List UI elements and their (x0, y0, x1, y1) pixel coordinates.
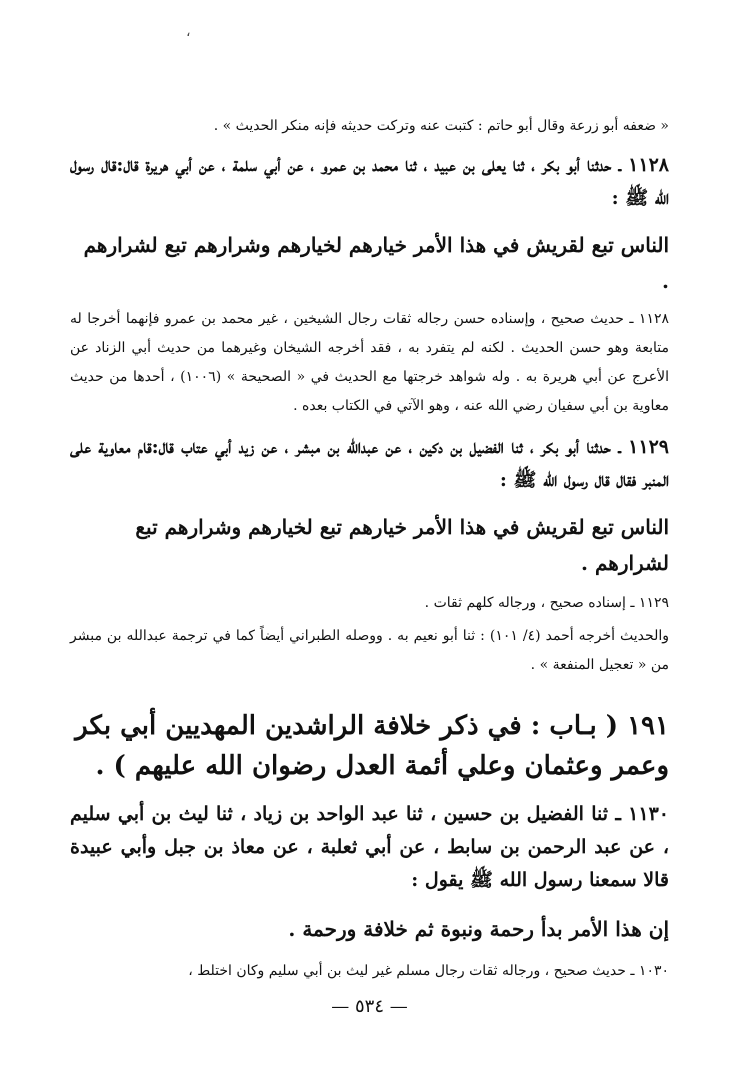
footnote-text: « ضعفه أبو زرعة وقال أبو حاتم : كتبت عنه وتركت حديثه فإنه منكر الحديث » . (213, 118, 669, 134)
hadith-matn: الناس تبع لقريش في هذا الأمر خيارهم لخيارهم وشرارهم تبع لشرارهم . (83, 233, 669, 293)
hadith-commentary: والحديث أخرجه أحمد (٤/ ١٠١) : ثنا أبو نعيم به . ووصله الطبراني أيضاً كما في ترجمة عبدالله بن مبشر من « تعجيل المنفعة » . (70, 628, 669, 673)
hadith-isnad: ١١٣٠ ـ ثنا الفضيل بن حسين ، ثنا عبد الواحد بن زياد ، ثنا ليث بن أبي سليم ، عن عبد الرحمن بن سابط ، عن أبي ثعلبة ، عن معاذ بن جبل وأبي عبيدة قالا سمعنا رسول الله ﷺ يقول : (70, 803, 669, 891)
hadith-commentary: ١١٢٨ ـ حديث صحيح ، وإسناده حسن رجاله ثقات رجال الشيخين ، غير محمد بن عمرو فإنهما أخرجا له متابعة وهو حسن الحديث . لكنه لم يتفرد به ، فقد أخرجه الشيخان وغيرهما من حديث أبي الزناد عن الأعرج عن أبي هريرة به . وله شواهد خرجتها مع الحديث في « الصحيحة » (١٠٠٦) ، أحدها من حديث معاوية بن أبي سفيان رضي الله عنه ، وهو الآتي في الكتاب بعده . (70, 311, 670, 414)
corner-mark: ، (186, 24, 191, 40)
hadith-matn: إن هذا الأمر بدأ رحمة ونبوة ثم خلافة ورحمة . (288, 917, 669, 941)
hadith-matn: الناس تبع لقريش في هذا الأمر خيارهم تبع لخيارهم وشرارهم تبع لشرارهم . (135, 515, 669, 575)
hadith-commentary: ١٠٣٠ ـ حديث صحيح ، ورجاله ثقات رجال مسلم غير ليث بن أبي سليم وكان اختلط ، (188, 963, 669, 979)
hadith-isnad: ١١٢٨ ـ حدثنا أبو بكر ، ثنا يعلى بن عبيد ، ثنا محمد بن عمرو ، عن أبي سلمة ، عن أبي هريرة قال:قال رسول الله ﷺ : (70, 154, 669, 209)
page-body (70, 112, 669, 986)
page-number: — ٥٣٤ — (331, 996, 408, 1017)
chapter-heading: ١٩١ ( بـاب : في ذكر خلافة الراشدين المهديين أبي بكر وعمر وعثمان وعلي أئمة العدل رضوان الله عليهم ) . (75, 711, 669, 781)
hadith-isnad: ١١٢٩ ـ حدثنا أبو بكر ، ثنا الفضيل بن دكين ، عن عبدالله بن مبشر ، عن زيد أبي عتاب قال:قام معاوية على المنبر فقال قال رسول الله ﷺ : (70, 436, 669, 491)
hadith-commentary: ١١٢٩ ـ إسناده صحيح ، ورجاله كلهم ثقات . (424, 595, 669, 611)
